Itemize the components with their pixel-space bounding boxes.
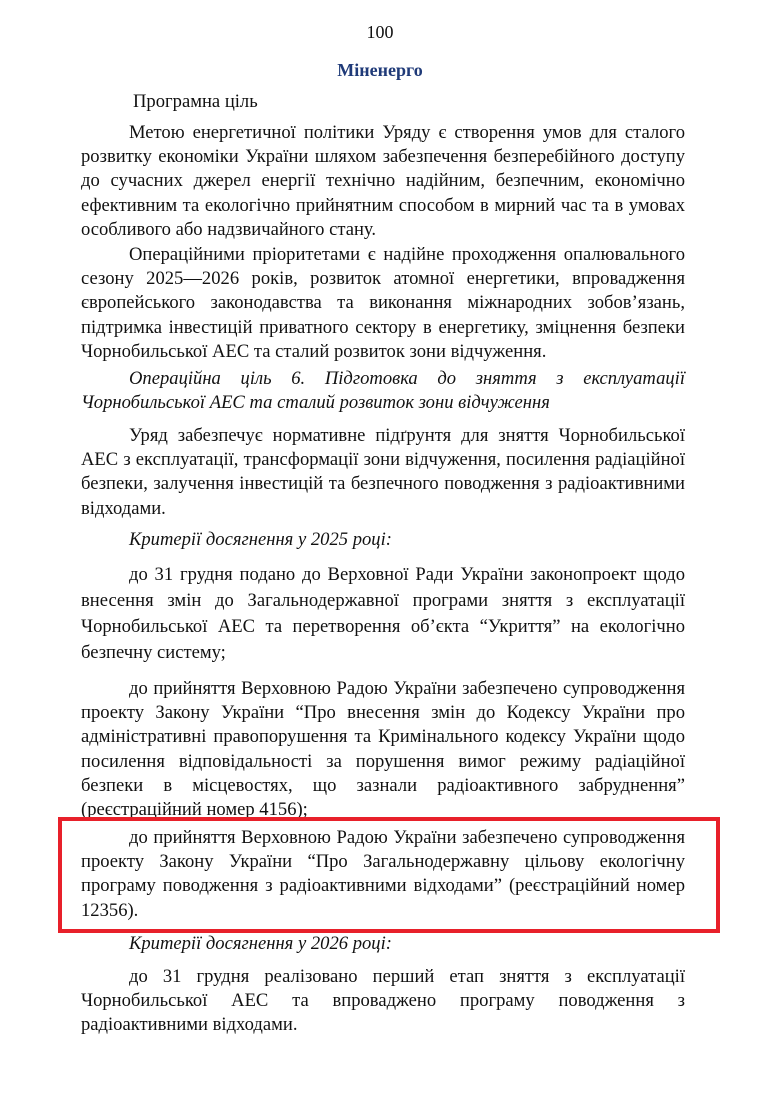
program-goal-label-block bbox=[81, 90, 685, 114]
criteria-2025-label-block bbox=[81, 528, 685, 552]
criteria-2025-item-2-block bbox=[81, 677, 685, 822]
operational-goal-text: Уряд забезпечує нормативне підґрунтя для зняття Чорнобильської АЕС з експлуатації, трансформації зони відчуження, посилення радіаційної безпеки, залучення інвестицій та безпечного поводження з радіоактивними відходами. bbox=[81, 425, 685, 519]
criteria-2026-label: Критерії досягнення у 2026 році: bbox=[129, 933, 392, 954]
criteria-2026-item-block bbox=[81, 965, 685, 1038]
operational-goal-title: Операційна ціль 6. Підготовка до зняття з експлуатації Чорнобильської АЕС та сталий розвиток зони відчуження bbox=[81, 368, 685, 414]
operational-goal-text-block bbox=[81, 424, 685, 521]
criteria-2025-item: до 31 грудня подано до Верховної Ради України законопроект щодо внесення змін до Загальнодержавної програми зняття з експлуатації Чорнобильської АЕС та перетворення об’єкта “Укриття” на екологічно безпечну систему; bbox=[81, 564, 685, 663]
criteria-2025-item: до прийняття Верховною Радою України забезпечено супроводження проекту Закону України “Про внесення змін до Кодексу України про адміністративні правопорушення та Кримінального кодексу України щодо посилення відповідальності за порушення вимог режиму радіаційної безпеки в місцевостях, що зазнали радіоактивного забруднення” (реєстраційний номер 4156); bbox=[81, 678, 685, 821]
operational-goal-title-block bbox=[81, 367, 685, 415]
criteria-2026-item: до 31 грудня реалізовано перший етап зняття з експлуатації Чорнобильської АЕС та впроваджено програму поводження з радіоактивними відходами. bbox=[81, 966, 685, 1036]
criteria-2025-item-highlighted: до прийняття Верховною Радою України забезпечено супроводження проекту Закону України “Про Загальнодержавну цільову екологічну програму поводження з радіоактивними відходами” (реєстраційний номер 12356). bbox=[81, 827, 685, 921]
page-number: 100 bbox=[366, 22, 394, 42]
program-goal-text: Метою енергетичної політики Уряду є створення умов для сталого розвитку економіки України шляхом забезпечення безперебійного доступу до сучасних джерел енергії технічно надійним, безпечним, економічно ефективним та екологічно прийнятним способом в мирний час та в умовах особливого або надзвичайного стану. bbox=[81, 122, 685, 240]
criteria-2026-label-block bbox=[81, 932, 685, 956]
criteria-2025-label: Критерії досягнення у 2025 році: bbox=[129, 529, 392, 550]
program-goal-label: Програмна ціль bbox=[133, 91, 258, 112]
operational-priorities-text: Операційними пріоритетами є надійне проходження опалювального сезону 2025—2026 років, розвиток атомної енергетики, впровадження європейського законодавства та виконання міжнародних зобов’язань, підтримка інвестицій приватного сектору в енергетику, зміцнення безпеки Чорнобильської АЕС та сталий розвиток зони відчуження. bbox=[81, 244, 685, 362]
criteria-2025-item-1-block bbox=[81, 562, 685, 666]
criteria-2025-item-3-block bbox=[81, 826, 685, 923]
operational-priorities-block bbox=[81, 243, 685, 364]
program-goal-text-block bbox=[81, 121, 685, 242]
ministry-heading: Міненерго bbox=[337, 60, 423, 80]
